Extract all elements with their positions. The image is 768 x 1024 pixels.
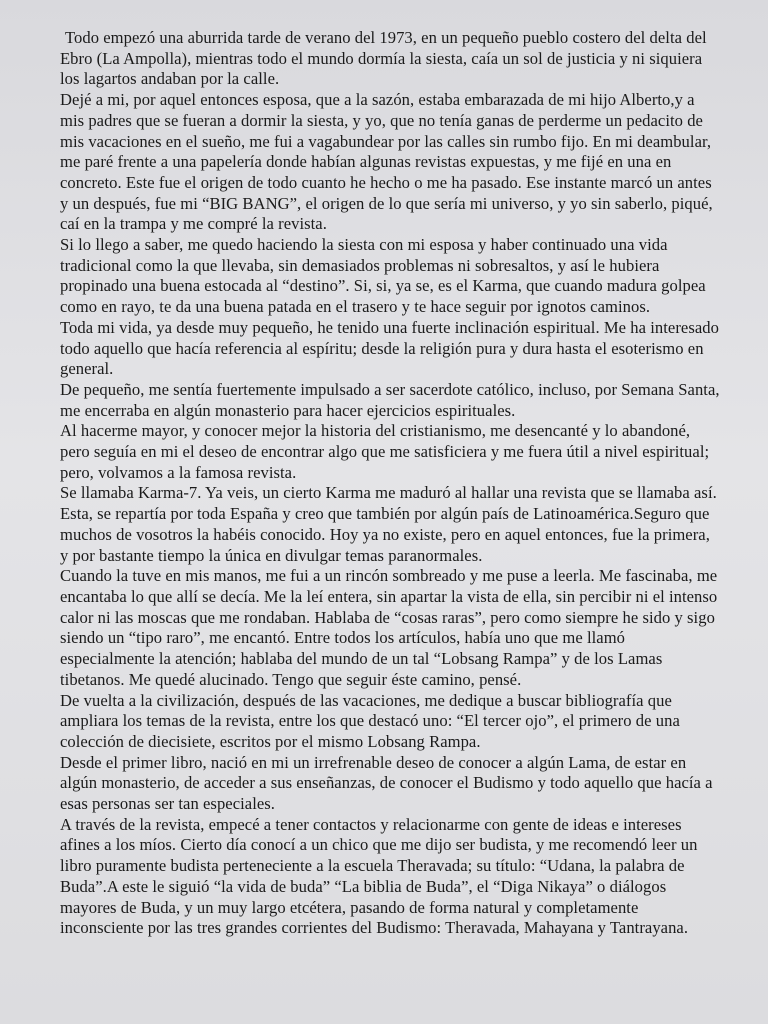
paragraph-7: Se llamaba Karma-7. Ya veis, un cierto Karma me maduró al hallar una revista que se llamaba así. Esta, se repartía por toda España y creo que también por algún país de Latinoamérica.Seguro que muchos de vosotros la habéis conocido. Hoy ya no existe, pero en aquel entonces, fue la primera, y por bastante tiempo la única en divulgar temas paranormales. bbox=[60, 483, 717, 565]
paragraph-11: A través de la revista, empecé a tener contactos y relacionarme con gente de ideas e intereses afines a los míos. Cierto día conocí a un chico que me dijo ser budista, y me recomendó leer un libro puramente budista perteneciente a la escuela Theravada; su título: “Udana, la palabra de Buda”.A este le siguió “la vida de buda” “La biblia de Buda”, el “Diga Nikaya” o diálogos mayores de Buda, y un muy largo etcétera, pasando de forma natural y completamente inconsciente por las tres grandes corrientes del Budismo: Theravada, Mahayana y Tantrayana. bbox=[60, 814, 698, 938]
paragraph-2: Dejé a mi, por aquel entonces esposa, que a la sazón, estaba embarazada de mi hijo Alberto,y a mis padres que se fueran a dormir la siesta, y yo, que no tenía ganas de perderme un pedacito de mis vacaciones en el sueño, me fui a vagabundear por las calles sin rumbo fijo. En mi deambular, me paré frente a una papelería donde habían algunas revistas expuestas, y me fijé en una en concreto. Este fue el origen de todo cuanto he hecho o me ha pasado. Ese instante marcó un antes y un después, fue mi “BIG BANG”, el origen de lo que sería mi universo, y yo sin saberlo, piqué, caí en la trampa y me compré la revista. bbox=[60, 90, 713, 234]
paragraph-6: Al hacerme mayor, y conocer mejor la historia del cristianismo, me desencanté y lo abandoné, pero seguía en mi el deseo de encontrar algo que me satisficiera y me fuera útil a nivel espiritual; pero, volvamos a la famosa revista. bbox=[60, 421, 710, 482]
paragraph-8: Cuando la tuve en mis manos, me fui a un rincón sombreado y me puse a leerla. Me fascinaba, me encantaba lo que allí se decía. Me la leí entera, sin apartar la vista de ella, sin percibir ni el intenso calor ni las moscas que me rondaban. Hablaba de “cosas raras”, pero como siempre he sido y sigo siendo un “tipo raro”, me encantó. Entre todos los artículos, había uno que me llamó especialmente la atención; hablaba del mundo de un tal “Lobsang Rampa” y de los Lamas tibetanos. Me quedé alucinado. Tengo que seguir éste camino, pensé. bbox=[60, 566, 718, 689]
paragraph-1: Todo empezó una aburrida tarde de verano del 1973, en un pequeño pueblo costero del delta del Ebro (La Ampolla), mientras todo el mundo dormía la siesta, caía un sol de justicia y ni siquiera los lagartos andaban por la calle. bbox=[60, 28, 707, 89]
paragraph-5: De pequeño, me sentía fuertemente impulsado a ser sacerdote católico, incluso, por Semana Santa, me encerraba en algún monasterio para hacer ejercicios espirituales. bbox=[60, 379, 720, 420]
paragraph-3: Si lo llego a saber, me quedo haciendo la siesta con mi esposa y haber continuado una vida tradicional como la que llevaba, sin demasiados problemas ni sobresaltos, y así le hubiera propinado una buena estocada al “destino”. Si, si, ya se, es el Karma, que cuando madura golpea como en rayo, te da una buena patada en el trasero y te hace seguir por ignotos caminos. bbox=[60, 235, 706, 317]
paragraph-9: De vuelta a la civilización, después de las vacaciones, me dedique a buscar bibliografía que ampliara los temas de la revista, entre los que destacó uno: “El tercer ojo”, el primero de una colección de diecisiete, escritos por el mismo Lobsang Rampa. bbox=[60, 690, 680, 751]
page-text-body bbox=[60, 28, 720, 939]
paragraph-4: Toda mi vida, ya desde muy pequeño, he tenido una fuerte inclinación espiritual. Me ha interesado todo aquello que hacía referencia al espíritu; desde la religión pura y dura hasta el esoterismo en general. bbox=[60, 317, 719, 379]
paragraph-10: Desde el primer libro, nació en mi un irrefrenable deseo de conocer a algún Lama, de estar en algún monasterio, de acceder a sus enseñanzas, de conocer el Budismo y todo aquello que hacía a esas personas ser tan especiales. bbox=[60, 752, 713, 814]
